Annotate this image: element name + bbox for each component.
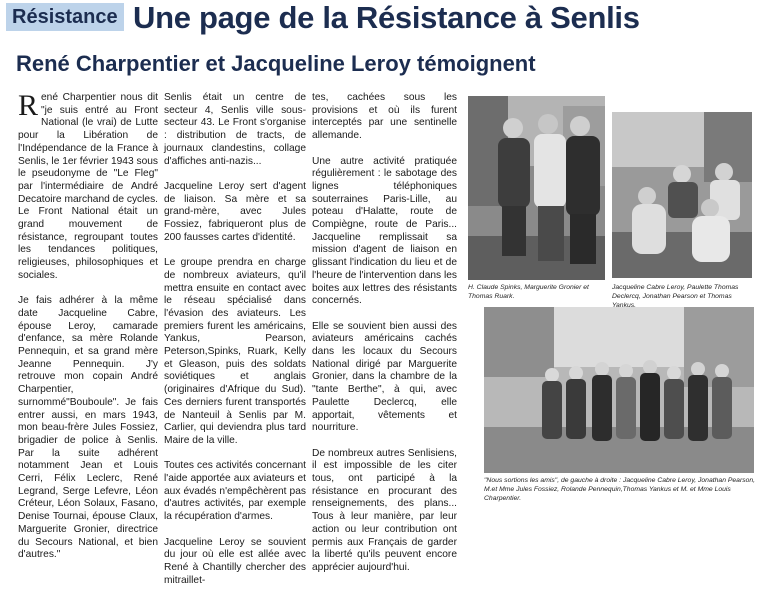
photo-spinks-gronier-ruark [468,96,605,280]
paragraph: Je fais adhérer à la même date Jacqueline Cabre, épouse Leroy, camarade d'enfance, sa mère Rolande Pennequin, et sa grand mère Jeanne Pennequin. J'y retrouve mon copain André Charpentier, surnommé"Bouboule". Je fais entrer aussi, en mars 1943, mon beau-frère Jules Fossiez, brigadier de police à Senlis. Par la suite adhérent notamment Jean et Louis Cerri, Félix Leclerc, René Legrand, Serge Lefevre, Léon Créteur, Léon Solaux, Fasano, Denise Tournai, épouse Claux, Marguerite Gronier, directrice du Secours National, et bien d'autres." [18,295,158,561]
paragraph: Jacqueline Leroy sert d'agent de liaison. Sa mère et sa grand-mère, avec Jules Fossiez, fabriqueront plus de 200 fausses cartes d'identité. [164,180,306,243]
drop-cap: R [18,89,39,122]
paragraph-text: ené Charpentier nous dit "je suis entré au Front National (le vrai) de Lutte pour la Libération de l'Indépendance de la France à Senlis, le 1er février 1943 sous le pseudonyme de "Le Fleg" par l'intermédiaire de André Decatoire marchand de cycles. Le Front National était un grand mouvement de résistance, regroupant toutes les tendances politiques, religieuses, philosophiques et sociales. [18,92,158,281]
photo-caption: "Nous sortions les amis", de gauche à droite : Jacqueline Cabre Leroy, Jonathan Pearson, M.et Mme Jules Fossiez, Rolande Pennequin,Thomas Yankus et M. et Mme Louis Charpentier. [484,477,756,502]
paragraph: tes, cachées sous les provisions et où ils furent interceptés par une sentinelle allemande. [312,92,457,142]
paragraph: Senlis était un centre de secteur 4, Senlis ville sous-secteur 43. Le Front s'organise : distribution de tracts, de journaux clandestins, collage d'affiches anti-nazis... [164,92,306,167]
paragraph: Elle se souvient bien aussi des aviateurs américains cachés dans les locaux du Secours National dirigé par Marguerite Gronier, dans la chambre de la "tante Berthe", à qui, avec Paulette Declercq, elle apportait, vêtements et nourriture. [312,320,457,434]
paragraph: De nombreux autres Senlisiens, il est impossible de les citer tous, ont participé à la résistance en procurant des renseignements, des plans... Tous à leur manière, par leur action ou leur contribution ont permis aux Français de garder la liberté qu'ils peuvent encore apprécier aujourd'hui. [312,447,457,573]
headline: Une page de la Résistance à Senlis [133,0,640,35]
subheadline: René Charpentier et Jacqueline Leroy témoignent [16,51,536,76]
photo-leroy-declercq-pearson-yankus [612,112,752,278]
paragraph: Une autre activité pratiquée régulièrement : le sabotage des lignes téléphoniques souterraines Paris-Lille, au poteau d'Halatte, route de Compiègne, route de Paris... Jacqueline remplissait sa mission d'agent de liaison en glissant l'indication du lieu et de l'heure de l'intervention dans les boites aux lettres des résistants concernés. [312,155,457,307]
photo-caption: Jacqueline Cabre Leroy, Paulette Thomas Declercq, Jonathan Pearson et Thomas Yankus. [612,284,739,309]
paragraph: Jacqueline Leroy se souvient du jour où elle est allée avec René à Chantilly chercher des mitraillet- [164,536,306,586]
paragraph [18,89,158,283]
photo-caption: H. Claude Spinks, Marguerite Gronier et Thomas Ruark. [468,284,589,300]
article-column-3 [312,92,457,587]
paragraph: Toutes ces activités concernant l'aide apportée aux aviateurs et aux évadés n'empêchèrent pas d'autres activités, par exemple la récupération d'armes. [164,460,306,523]
paragraph: Le groupe prendra en charge de nombreux aviateurs, qu'il mettra ensuite en contact avec le réseau spécialisé dans l'évasion des aviateurs. Les premiers furent les américains, Yankus, Pearson, Peterson,Spinks, Ruark, Kelly et Gleason, puis des soldats soviétiques et anglais (originaires d'Afrique du Sud). Ces derniers furent transportés de Nanteuil à Senlis par M. Carlier, qui deviendra plus tard Maire de la ville. [164,257,306,446]
article-column-1 [18,89,158,575]
photo-group-outing [484,307,754,473]
section-tag: Résistance [6,3,124,31]
article-column-2 [164,92,306,600]
